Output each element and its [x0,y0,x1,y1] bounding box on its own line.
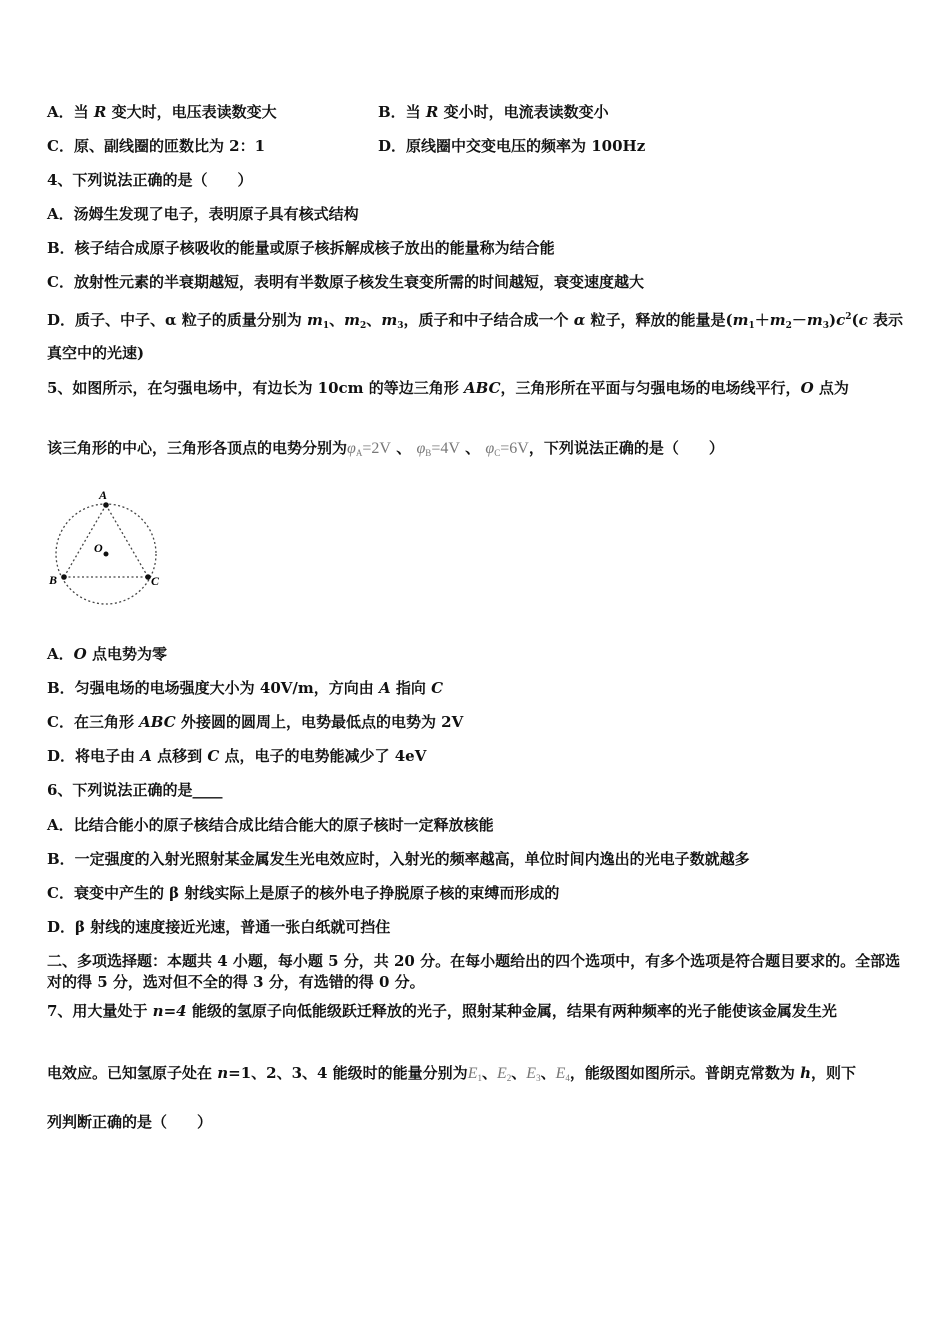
q4-option-b: B．核子结合成原子核吸收的能量或原子核拆解成核子放出的能量称为结合能 [47,239,555,257]
center-o-dot [104,552,109,557]
q5-option-c: C．在三角形 ABC 外接圆的圆周上，电势最低点的电势为 2V [47,713,464,731]
vertex-b-dot [61,574,67,580]
q7-stem-line2: 电效应。已知氢原子处在 n=1、2、3、4 能级时的能量分别为$E_1$、$E_2$、$E_3$、$E_4$，能级图如图所示。普朗克常数为 h，则下 [47,1064,857,1083]
q5-stem-line2: 该三角形的中心，三角形各顶点的电势分别为$\varphi_A=2V$ 、 $\varphi_B=4V$ 、 $\varphi_C=6V$，下列说法正确的是（ ） [47,439,724,458]
q6-option-b: B．一定强度的入射光照射某金属发生光电效应时，入射光的频率越高，单位时间内逸出的光电子数就越多 [47,850,750,868]
q7-stem-line3: 列判断正确的是（ ） [47,1113,213,1131]
q6-stem: 6、下列说法正确的是____ [47,781,223,799]
phi-c-formula: $\varphi_C=6V$ [485,440,529,458]
q5-stem-line1: 5、如图所示，在匀强电场中，有边长为 10cm 的等边三角形 ABC，三角形所在平面与匀强电场的电场线平行，O 点为 [47,379,849,397]
q7-stem-line1: 7、用大量处于 n=4 能级的氢原子向低能级跃迁释放的光子，照射某种金属，结果有两种频率的光子能使该金属发生光 [47,1002,837,1020]
q3-option-b: B．当 R 变小时，电流表读数变小 [378,103,609,121]
q4-option-d-line2: 真空中的光速) [47,344,145,362]
phi-b-formula: $\varphi_B=4V$ [416,440,460,458]
vertex-c-dot [145,574,151,580]
q6-option-a: A．比结合能小的原子核结合成比结合能大的原子核时一定释放核能 [47,816,494,834]
label-o: O [94,541,103,555]
edge-ac [106,505,148,577]
q4-option-a: A．汤姆生发现了电子，表明原子具有核式结构 [47,205,359,223]
q4-stem: 4、下列说法正确的是（ ） [47,171,253,189]
q4-option-d: D．质子、中子、α 粒子的质量分别为 $m_1$、$m_2$、$m_3$，质子和中子结合成一个 α 粒子，释放的能量是$(m_1+m_2-m_3)c^2(c$ 表示 [47,311,904,331]
q5-option-b: B．匀强电场的电场强度大小为 40V/m，方向由 A 指向 C [47,679,444,697]
section2-instructions: 二、多项选择题：本题共 4 小题，每小题 5 分，共 20 分。在每小题给出的四个选项中，有多个选项是符合题目要求的。全部选对的得 5 分，选对但不全的得 3 分，有选错的得 0 分。 [47,952,901,991]
label-a: A [99,488,108,502]
q6-option-c: C．衰变中产生的 β 射线实际上是原子的核外电子挣脱原子核的束缚而形成的 [47,884,560,902]
q3-option-c: C．原、副线圈的匝数比为 2：1 [47,137,266,155]
q5-option-d: D．将电子由 A 点移到 C 点，电子的电势能减少了 4eV [47,747,427,765]
vertex-a-dot [103,502,109,508]
e4-formula: $E_4$ [555,1065,570,1083]
triangle-circle-figure [45,486,165,606]
q6-option-d: D．β 射线的速度接近光速，普通一张白纸就可挡住 [47,918,391,936]
q5-option-a: A．O 点电势为零 [47,645,167,663]
phi-a-formula: $\varphi_A=2V$ [347,440,391,458]
label-b: B [49,573,58,587]
q4-option-c: C．放射性元素的半衰期越短，表明有半数原子核发生衰变所需的时间越短，衰变速度越大 [47,273,644,291]
q3-option-a: A．当 R 变大时，电压表读数变大 [47,103,277,121]
label-c: C [151,574,160,588]
e2-formula: $E_2$ [496,1065,512,1083]
e1-formula: $E_1$ [467,1065,482,1083]
e3-formula: $E_3$ [526,1065,541,1083]
q3-option-d: D．原线圈中交变电压的频率为 100Hz [378,137,646,155]
